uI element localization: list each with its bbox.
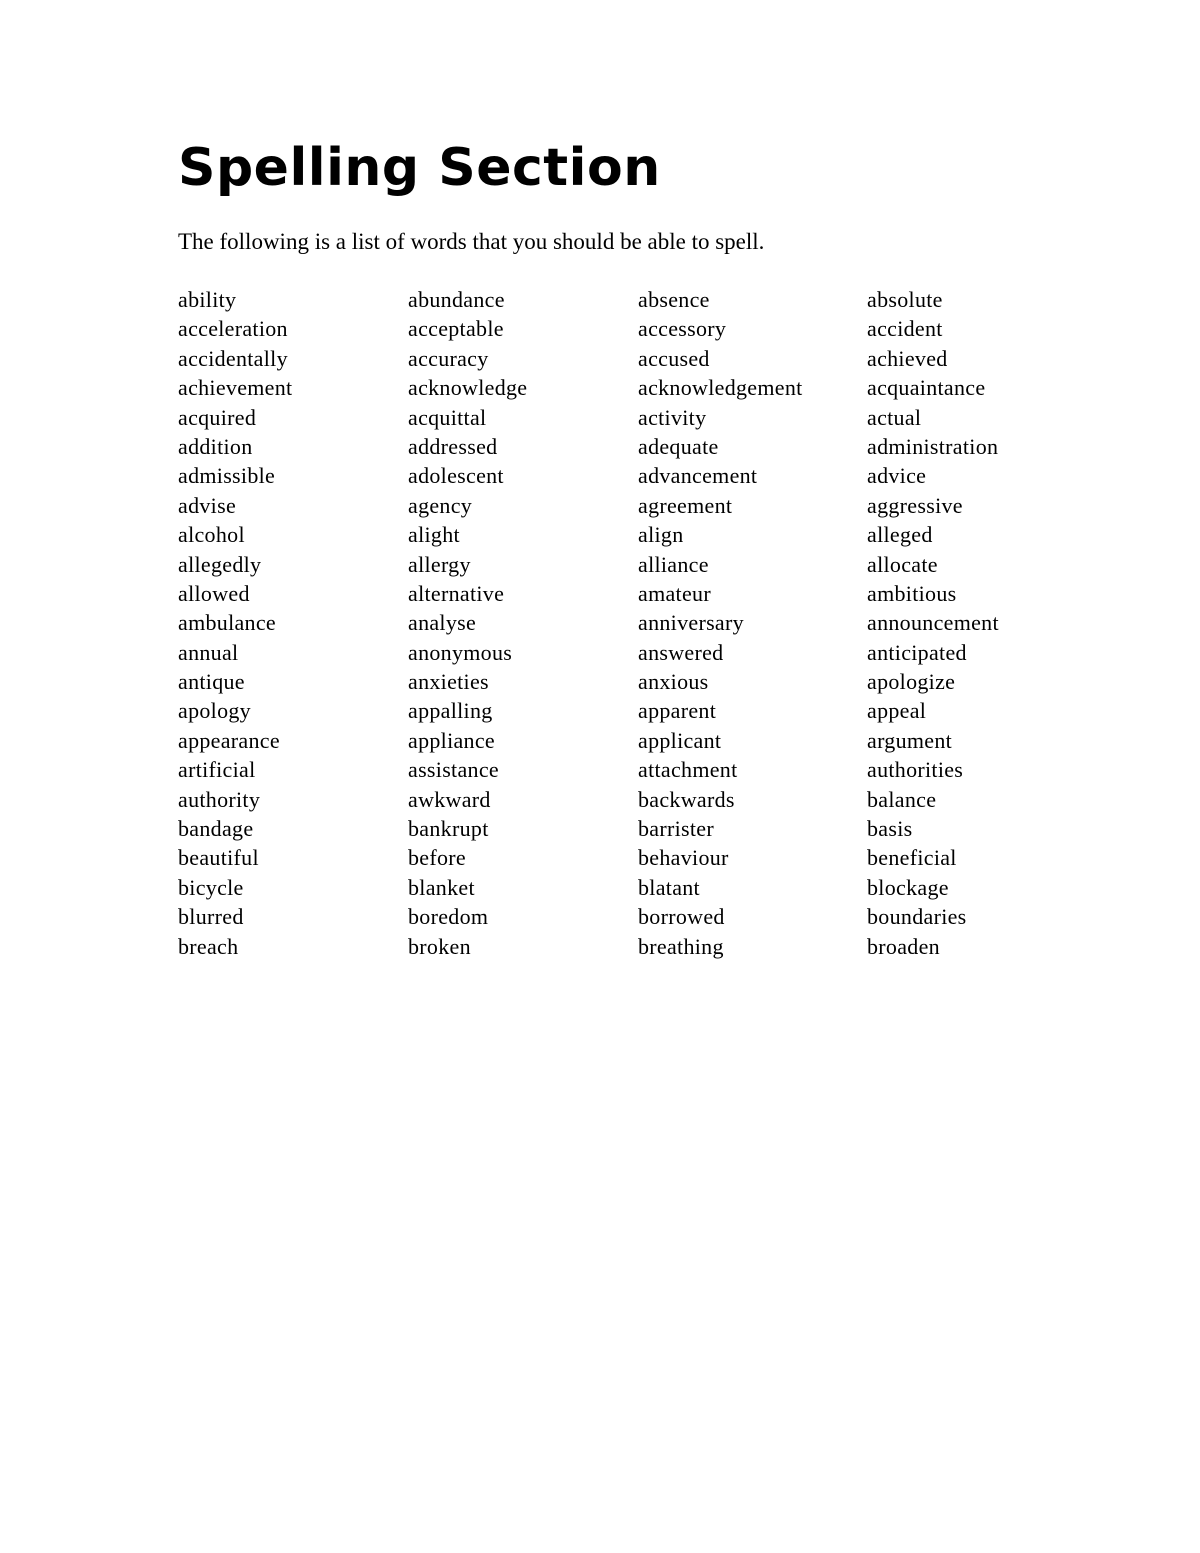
- word-list-item: admissible: [178, 463, 276, 489]
- word-list-item: blurred: [178, 904, 244, 930]
- word-list-item: beautiful: [178, 845, 259, 871]
- word-list-item: breach: [178, 933, 239, 959]
- word-list-item: absence: [638, 287, 710, 312]
- word-list-item: boundaries: [867, 904, 967, 930]
- word-list-item: allowed: [178, 580, 250, 606]
- word-list-item: agency: [408, 492, 473, 518]
- word-list-item: addressed: [408, 433, 498, 459]
- word-list-item: awkward: [408, 786, 491, 812]
- word-list-item: broaden: [867, 933, 940, 959]
- word-list-item: bicycle: [178, 874, 244, 900]
- word-list-item: analyse: [408, 610, 477, 636]
- word-list-item: blockage: [867, 874, 949, 900]
- page-title: Spelling Section: [178, 138, 661, 198]
- word-list-item: appalling: [408, 698, 493, 724]
- word-list-item: accuracy: [408, 345, 489, 371]
- word-list-item: alliance: [638, 551, 709, 577]
- word-list-item: blanket: [408, 874, 475, 900]
- word-list-item: addition: [178, 433, 253, 459]
- word-list-item: adolescent: [408, 463, 504, 489]
- word-list-item: anniversary: [638, 610, 744, 636]
- word-list-item: alleged: [867, 522, 933, 548]
- word-list-item: accident: [867, 316, 943, 342]
- word-list-item: apologize: [867, 669, 956, 695]
- word-list-item: acceptable: [408, 316, 504, 342]
- word-list-item: borrowed: [638, 904, 725, 930]
- word-list-item: appeal: [867, 698, 927, 724]
- word-list-item: allocate: [867, 551, 938, 577]
- word-list-item: administration: [867, 433, 999, 459]
- word-list-item: apology: [178, 698, 251, 724]
- word-list-item: alternative: [408, 580, 505, 606]
- word-list-item: absolute: [867, 287, 943, 312]
- word-list-item: argument: [867, 727, 953, 753]
- word-list-item: bankrupt: [408, 816, 489, 842]
- word-list-item: backwards: [638, 786, 735, 812]
- word-list-item: alight: [408, 522, 460, 548]
- word-list-item: allegedly: [178, 551, 262, 577]
- word-list-item: authorities: [867, 757, 964, 783]
- word-list-item: amateur: [638, 580, 711, 606]
- word-list-item: accessory: [638, 316, 727, 342]
- intro-paragraph: The following is a list of words that you should be able to spell.: [178, 229, 765, 254]
- word-list-item: ambulance: [178, 610, 276, 636]
- word-list-item: anonymous: [408, 639, 513, 665]
- word-list-item: alcohol: [178, 522, 245, 548]
- word-list-item: allergy: [408, 551, 471, 577]
- word-list-item: before: [408, 845, 466, 871]
- word-list-item: artificial: [178, 757, 256, 783]
- word-list-item: appearance: [178, 727, 280, 753]
- word-list-item: advice: [867, 463, 927, 489]
- word-list-item: acknowledge: [408, 375, 528, 401]
- word-list-item: antique: [178, 669, 245, 695]
- word-list-item: attachment: [638, 757, 738, 783]
- word-list-item: agreement: [638, 492, 733, 518]
- word-list-item: activity: [638, 404, 707, 430]
- word-list-item: breathing: [638, 933, 724, 959]
- word-list-item: actual: [867, 404, 922, 430]
- word-list-item: acquired: [178, 404, 257, 430]
- word-list-item: appliance: [408, 727, 495, 753]
- word-list-item: annual: [178, 639, 239, 665]
- word-list-item: align: [638, 522, 684, 548]
- word-list-item: assistance: [408, 757, 499, 783]
- word-list-item: adequate: [638, 433, 719, 459]
- word-list-item: accidentally: [178, 345, 288, 371]
- word-list-item: boredom: [408, 904, 489, 930]
- word-list-item: aggressive: [867, 492, 963, 518]
- word-list-item: beneficial: [867, 845, 957, 871]
- word-list-item: anxious: [638, 669, 709, 695]
- word-list-item: apparent: [638, 698, 717, 724]
- word-list-item: answered: [638, 639, 724, 665]
- word-list-item: behaviour: [638, 845, 729, 871]
- word-list: [178, 285, 1118, 961]
- word-list-item: barrister: [638, 816, 714, 842]
- word-list-item: advise: [178, 492, 237, 518]
- word-list-item: anticipated: [867, 639, 967, 665]
- word-list-item: advancement: [638, 463, 758, 489]
- word-list-item: broken: [408, 933, 471, 959]
- word-list-item: achievement: [178, 375, 293, 401]
- word-list-item: accused: [638, 345, 710, 371]
- word-list-item: acquaintance: [867, 375, 986, 401]
- word-list-item: anxieties: [408, 669, 489, 695]
- word-list-item: ability: [178, 287, 237, 312]
- word-list-item: basis: [867, 816, 913, 842]
- word-list-item: acquittal: [408, 404, 487, 430]
- word-list-item: acknowledgement: [638, 375, 803, 401]
- word-list-item: balance: [867, 786, 937, 812]
- word-list-item: applicant: [638, 727, 722, 753]
- word-list-item: abundance: [408, 287, 505, 312]
- word-list-item: acceleration: [178, 316, 288, 342]
- word-list-item: blatant: [638, 874, 700, 900]
- word-list-item: authority: [178, 786, 261, 812]
- word-list-item: achieved: [867, 345, 948, 371]
- word-list-item: bandage: [178, 816, 254, 842]
- word-list-item: announcement: [867, 610, 999, 636]
- word-list-item: ambitious: [867, 580, 957, 606]
